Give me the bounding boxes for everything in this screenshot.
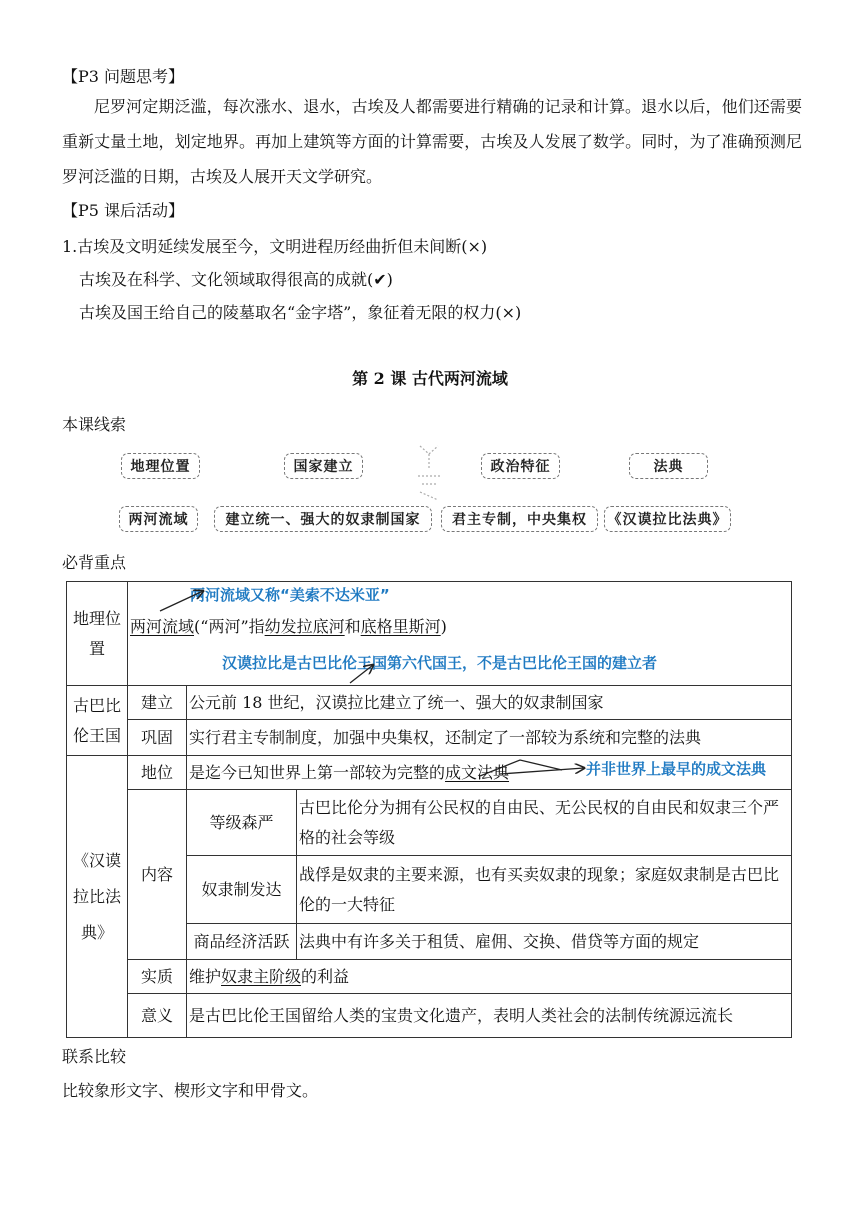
meaning-text: 是古巴比伦王国留给人类的宝贵文化遗产，表明人类社会的法制传统源远流长 <box>187 994 792 1038</box>
flow-unified-slave-state: 建立统一、强大的奴隶制国家 <box>214 506 432 532</box>
content-sub-label: 奴隶制发达 <box>187 856 297 924</box>
compare-heading: 联系比较 <box>62 1047 127 1066</box>
content-label: 内容 <box>128 790 187 960</box>
geo-content-end: ) <box>440 617 447 636</box>
flow-autocracy: 君主专制，中央集权 <box>441 506 598 532</box>
p5-item-3: 古埃及国王给自己的陵墓取名“金字塔”，象征着无限的权力(×) <box>79 303 522 322</box>
content-sub-text: 战俘是奴隶的主要来源，也有买卖奴隶的现象；家庭奴隶制是古巴比伦的一大特征 <box>297 856 792 924</box>
two-rivers-term: 两河流域 <box>130 617 195 636</box>
arrow-to-note2 <box>350 665 373 683</box>
flow-law-code: 法典 <box>629 453 708 479</box>
meaning-label: 意义 <box>128 994 187 1038</box>
geo-content-text: (“两河”指 <box>194 617 265 636</box>
essence-label: 实质 <box>128 960 187 994</box>
establish-text: 公元前 18 世纪，汉谟拉比建立了统一、强大的奴隶制国家 <box>187 686 792 720</box>
euphrates-term: 幼发拉底河 <box>264 617 345 636</box>
essence-post: 的利益 <box>301 966 350 986</box>
consolidate-text: 实行君主专制制度，加强中央集权，还制定了一部较为系统和完整的法典 <box>187 720 792 756</box>
flow-two-rivers: 两河流域 <box>119 506 198 532</box>
arrow-swoosh <box>480 760 562 776</box>
content-sub-label: 等级森严 <box>187 790 297 856</box>
status-label: 地位 <box>128 756 187 790</box>
flow-political-feature: 政治特征 <box>481 453 560 479</box>
slave-owner-term: 奴隶主阶级 <box>221 966 302 986</box>
consolidate-label: 巩固 <box>128 720 187 756</box>
status-text-pre: 是迄今已知世界上第一部较为完整的 <box>189 762 446 782</box>
content-sub-label: 商品经济活跃 <box>187 924 297 960</box>
content-sub-text: 法典中有许多关于租赁、雇佣、交换、借贷等方面的规定 <box>297 924 792 960</box>
clue-heading: 本课线索 <box>62 415 127 434</box>
flow-hammurabi-code: 《汉谟拉比法典》 <box>604 506 731 532</box>
flow-state-founding: 国家建立 <box>284 453 363 479</box>
tigris-term: 底格里斯河 <box>360 617 441 636</box>
content-sub-text: 古巴比伦分为拥有公民权的自由民、无公民权的自由民和奴隶三个严格的社会等级 <box>297 790 792 856</box>
p5-item-1: 1.古埃及文明延续发展至今，文明进程历经曲折但未间断(×) <box>62 237 488 256</box>
code-label: 《汉谟拉比法典》 <box>67 756 128 1038</box>
annotation-mesopotamia: 两河流域又称“美索不达米亚” <box>190 586 390 604</box>
essence-pre: 维护 <box>189 966 222 986</box>
babylon-label: 古巴比伦王国 <box>67 686 128 756</box>
compare-text: 比较象形文字、楔形文字和甲骨文。 <box>62 1081 319 1100</box>
flow-geo-position: 地理位置 <box>121 453 200 479</box>
lesson-title: 第 2 课 古代两河流域 <box>352 369 508 388</box>
arrow-to-note1 <box>160 591 203 611</box>
p3-paragraph: 尼罗河定期泛滥，每次涨水、退水，古埃及人都需要进行精确的记录和计算。退水以后，他们还需要重新丈量土地，划定地界。再加上建筑等方面的计算需要，古埃及人发展了数学。同时，为了准确预测尼罗河泛滥的日期，古埃及人展开天文学研究。 <box>62 97 802 186</box>
p5-item-2: 古埃及在科学、文化领域取得很高的成就(✔) <box>79 270 393 289</box>
p5-header: 【P5 课后活动】 <box>62 201 185 220</box>
annotation-not-earliest: 并非世界上最早的成文法典 <box>586 760 767 778</box>
geo-label: 地理位置 <box>67 582 128 686</box>
key-points-heading: 必背重点 <box>62 553 127 572</box>
annotation-hammurabi: 汉谟拉比是古巴比伦王国第六代国王，不是古巴比伦王国的建立者 <box>222 654 658 672</box>
arrow-to-note3 <box>500 768 584 774</box>
p3-header: 【P3 问题思考】 <box>62 67 185 86</box>
geo-and: 和 <box>344 617 361 636</box>
written-code-term: 成文法典 <box>445 762 510 782</box>
establish-label: 建立 <box>128 686 187 720</box>
